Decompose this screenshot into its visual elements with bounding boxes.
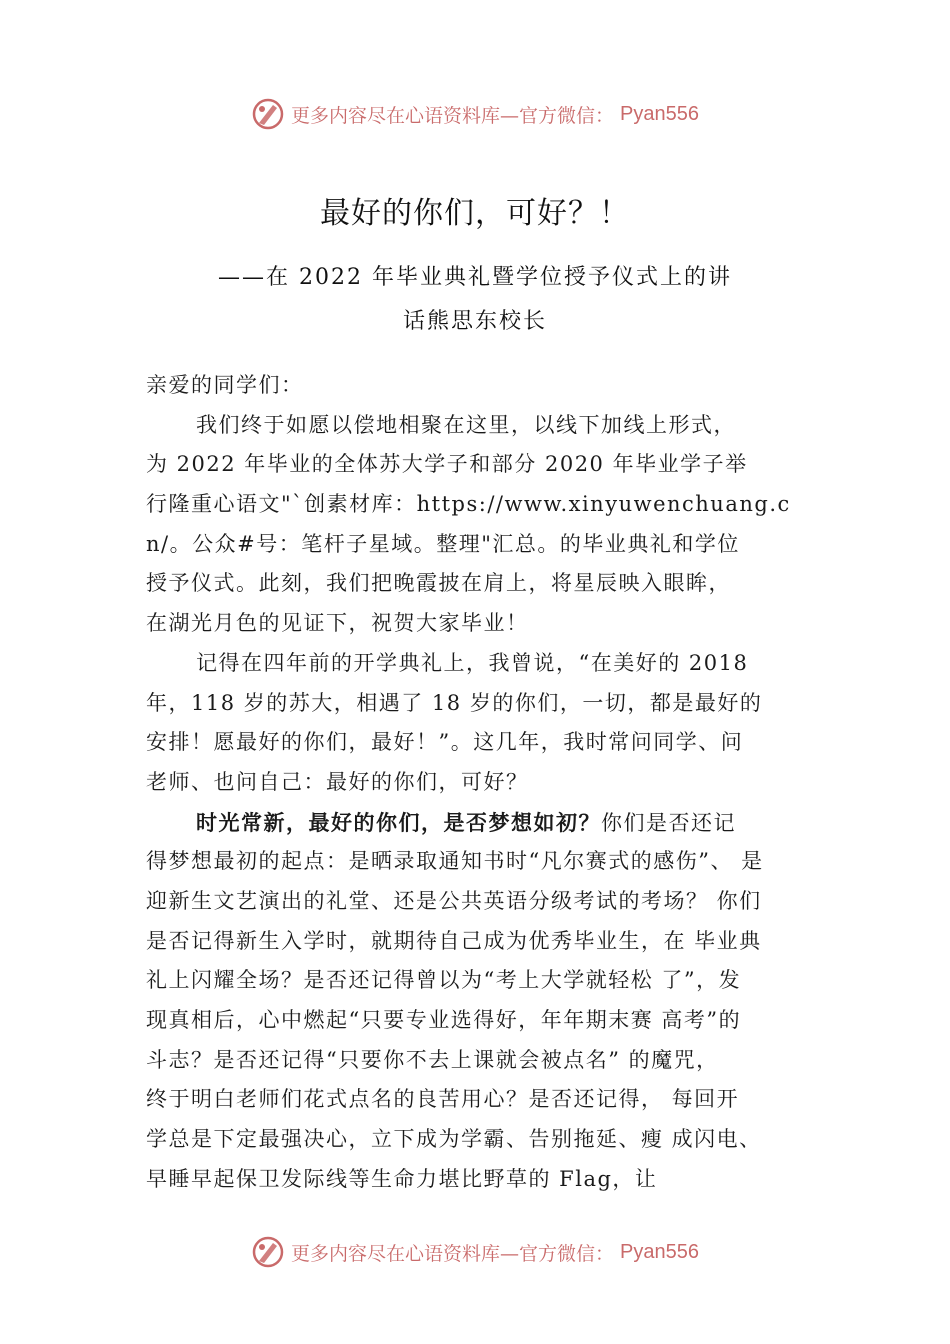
watermark-logo-icon bbox=[251, 97, 285, 131]
body-line: 老师、也问自己：最好的你们，可好？ bbox=[146, 769, 529, 794]
body-line-tail: 你们是否还记 bbox=[601, 810, 736, 835]
watermark-banner-bottom bbox=[0, 1232, 950, 1272]
body-line: 记得在四年前的开学典礼上，我曾说，“在美好的 2018 bbox=[196, 650, 749, 675]
body-line: 斗志？是否还记得“只要你不去上课就会被点名” 的魔咒， bbox=[146, 1047, 719, 1072]
body-line: 我们终于如愿以偿地相聚在这里，以线下加线上形式， bbox=[196, 412, 736, 437]
watermark-logo-icon bbox=[251, 1235, 285, 1269]
document-subtitle-line-1: ——在 2022 年毕业典礼暨学位授予仪式上的讲 bbox=[218, 265, 732, 290]
body-line: 学总是下定最强决心，立下成为学霸、告别拖延、瘦 成闪电、 bbox=[146, 1127, 762, 1152]
body-line-with-bold-lead bbox=[146, 803, 826, 843]
document-title: 最好的你们，可好？！ bbox=[320, 196, 630, 231]
body-line: 现真相后，心中燃起“只要专业选得好，年年期末赛 高考”的 bbox=[146, 1008, 742, 1032]
body-line: 终于明白老师们花式点名的良苦用心？是否还记得， 每回开 bbox=[146, 1087, 740, 1112]
body-line: 是否记得新生入学时，就期待自己成为优秀毕业生，在 毕业典 bbox=[146, 928, 762, 953]
body-line: 安排！愿最好的你们，最好！”。这几年，我时常问同学、问 bbox=[146, 730, 744, 755]
body-line: 得梦想最初的起点：是晒录取通知书时“凡尔赛式的感伤”、 是 bbox=[146, 849, 764, 874]
body-line: 年，118 岁的苏大，相遇了 18 岁的你们，一切，都是最好的 bbox=[146, 690, 763, 715]
watermark-wechat-id: Pyan556 bbox=[620, 102, 699, 125]
watermark-banner-top bbox=[0, 94, 950, 134]
salutation: 亲爱的同学们： bbox=[146, 373, 304, 397]
watermark-wechat-id: Pyan556 bbox=[620, 1240, 699, 1263]
body-line: n/。公众#号：笔杆子星域。整理"汇总。的毕业典礼和学位 bbox=[146, 531, 740, 556]
body-line: 迎新生文艺演出的礼堂、还是公共英语分级考试的考场？ 你们 bbox=[146, 888, 762, 913]
watermark-text: 更多内容尽在心语资料库—官方微信： bbox=[291, 104, 615, 127]
bold-lead-sentence: 时光常新，最好的你们，是否梦想如初？ bbox=[196, 809, 601, 835]
document-body bbox=[146, 366, 826, 1199]
watermark-text: 更多内容尽在心语资料库—官方微信： bbox=[291, 1242, 615, 1265]
document-subtitle-line-2: 话熊思东校长 bbox=[402, 309, 547, 334]
body-line: 行隆重心语文"`创素材库：https://www.xinyuwenchuang.c bbox=[146, 492, 791, 517]
body-line: 为 2022 年毕业的全体苏大学子和部分 2020 年毕业学子举 bbox=[146, 452, 748, 477]
body-line: 礼上闪耀全场？是否还记得曾以为“考上大学就轻松 了”，发 bbox=[146, 968, 742, 993]
body-line: 在湖光月色的见证下，祝贺大家毕业！ bbox=[146, 611, 529, 636]
body-line: 早睡早起保卫发际线等生命力堪比野草的 Flag，让 bbox=[146, 1166, 658, 1191]
body-line: 授予仪式。此刻，我们把晚霞披在肩上，将星辰映入眼眸， bbox=[146, 571, 731, 596]
